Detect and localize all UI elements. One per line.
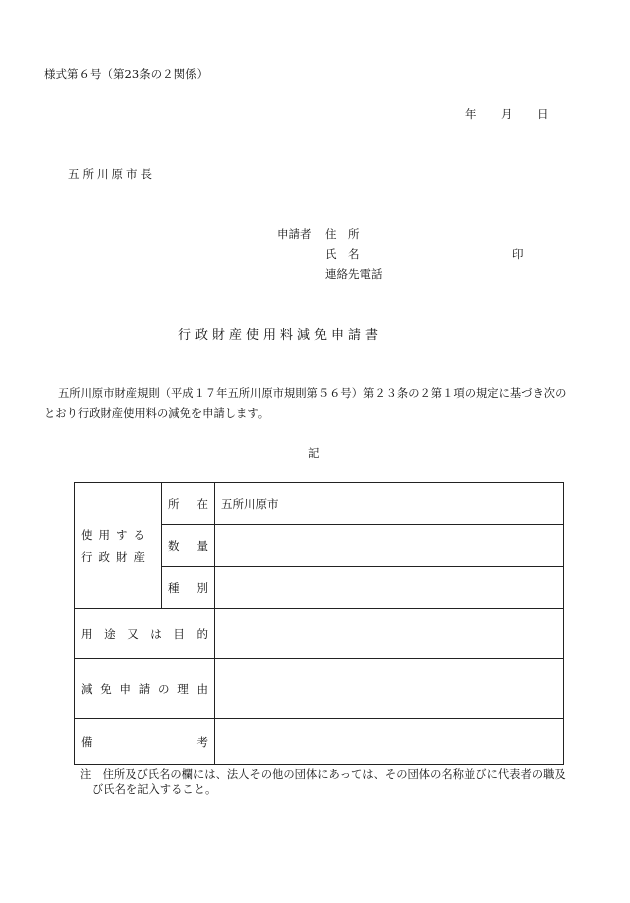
- applicant-label: 申請者: [277, 227, 312, 241]
- address-label: 住 所: [325, 227, 360, 241]
- note-line1: 注 住所及び氏名の欄には、法人その他の団体にあっては、その団体の名称並びに代表者の職及: [80, 768, 566, 781]
- form-number: 様式第６号（第23条の２関係）: [44, 67, 209, 81]
- purpose-label-cell: 用 途 又 は 目 的: [75, 609, 215, 659]
- phone-label: 連絡先電話: [325, 267, 383, 281]
- remarks-label-cell: 備 考: [75, 719, 215, 765]
- date-year: 年: [465, 107, 477, 121]
- group-label-line2: 行政財産: [81, 549, 151, 564]
- type-label-cell: 種 別: [162, 567, 215, 609]
- property-group-cell: [75, 483, 162, 609]
- addressee: 五所川原市長: [68, 167, 155, 181]
- quantity-value-cell[interactable]: [215, 525, 564, 567]
- remarks-value-cell[interactable]: [215, 719, 564, 765]
- quantity-label-cell: 数 量: [162, 525, 215, 567]
- group-label-line1: 使用する: [81, 527, 151, 542]
- reason-value-cell[interactable]: [215, 659, 564, 719]
- purpose-value-cell[interactable]: [215, 609, 564, 659]
- ki-mark: 記: [308, 446, 320, 460]
- location-value-cell[interactable]: [215, 483, 564, 525]
- date-day: 日: [537, 107, 549, 121]
- location-value: 五所川原市: [221, 496, 279, 511]
- reason-label-cell: 減 免 申 請 の 理 由: [75, 659, 215, 719]
- name-label: 氏 名: [325, 247, 360, 261]
- location-label-cell: 所 在: [162, 483, 215, 525]
- document-title: 行政財産使用料減免申請書: [178, 328, 383, 343]
- date-month: 月: [501, 107, 513, 121]
- note-line2: び氏名を記入すること。: [92, 783, 217, 796]
- seal-mark: 印: [512, 247, 524, 261]
- body-text-line1: 五所川原市財産規則（平成１７年五所川原市規則第５６号）第２３条の２第１項の規定に基づき次の: [58, 387, 567, 400]
- body-text-line2: とおり行政財産使用料の減免を申請します。: [44, 407, 270, 420]
- type-value-cell[interactable]: [215, 567, 564, 609]
- application-table: [74, 482, 564, 765]
